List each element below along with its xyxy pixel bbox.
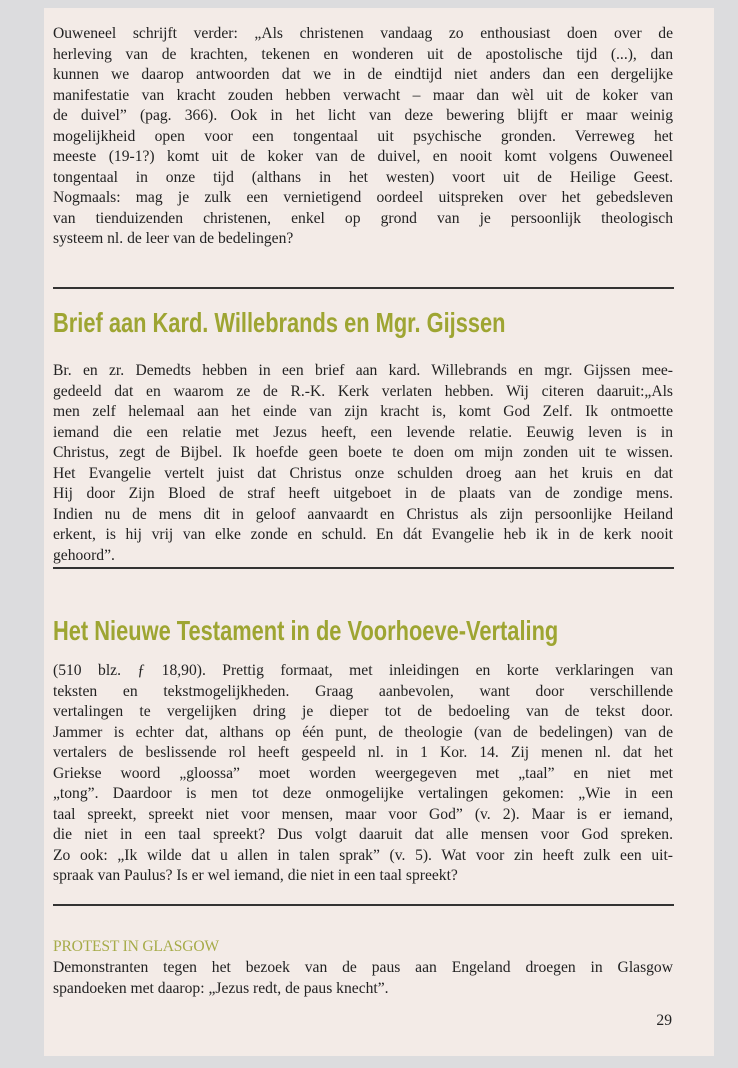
text-line: „tong”. Daardoor is men tot deze onmogelijke vertalingen gekomen: „Wie in een (53, 785, 673, 802)
heading-nieuwe-testament: Het Nieuwe Testament in de Voorhoeve-Vertaling (53, 615, 559, 646)
text-line: systeem nl. de leer van de bedelingen? (53, 230, 294, 247)
text-line: (510 blz. ƒ 18,90). Prettig formaat, met inleidingen en korte verklaringen van (53, 662, 673, 679)
text-line: Nogmaals: mag je zulk een vernietigend oordeel uitspreken over het gebedsleven (53, 189, 673, 206)
text-line: Hij door Zijn Bloed de straf heeft uitgeboet in de plaats van de zondige mens. (53, 485, 673, 502)
page-number: 29 (656, 1012, 672, 1029)
text-line: Ouweneel schrijft verder: „Als christenen vandaag zo enthousiast doen over de (53, 25, 673, 42)
text-line: spraak van Paulus? Is er wel iemand, die niet in een taal spreekt? (53, 867, 458, 884)
text-line: gedeeld dat en waarom ze de R.-K. Kerk verlaten hebben. Wij citeren daaruit:„Als (53, 382, 673, 400)
text-line: Demonstranten tegen het bezoek van de paus aan Engeland droegen in Glasgow (53, 959, 673, 976)
divider (53, 287, 674, 289)
text-line: van tienduizenden christenen, enkel op grond van je persoonlijk theologisch (53, 209, 673, 227)
text-line: taal spreekt, spreekt niet voor mensen, maar voor God” (v. 2). Maar is er iemand, (53, 805, 673, 823)
text-line: manifestatie van kracht zouden hebben verwacht – maar dan wèl uit de koker van (53, 86, 673, 104)
text-line: herleving van de krachten, tekenen en wonderen uit de apostolische tijd (...), dan (53, 45, 673, 63)
heading-brief: Brief aan Kard. Willebrands en Mgr. Gijssen (53, 307, 506, 338)
text-line: tongentaal in onze tijd (althans in het westen) voort uit de Heilige Geest. (53, 168, 673, 186)
text-line: Christus, zegt de Bijbel. Ik hoefde geen boete te doen om mijn zonden uit te wissen. (53, 444, 673, 461)
text-line: vertalers de beslissende rol heeft gespeeld nl. in 1 Kor. 14. Zij menen nl. dat het (53, 744, 673, 761)
heading-protest-glasgow: PROTEST IN GLASGOW (53, 938, 219, 955)
text-line: die niet in een taal spreekt? Dus volgt daaruit dat alle mensen voor God spreken. (53, 826, 673, 843)
paragraph-glasgow (53, 958, 673, 999)
text-line: meeste (19-1?) komt uit de koker van de duivel, en nooit komt volgens Ouweneel (53, 148, 673, 165)
text-line: iemand die een relatie met Jezus heeft, een levende relatie. Eeuwig leven is in (53, 423, 673, 441)
text-line: erkent, is hij vrij van elke zonde en schuld. En dát Evangelie heb ik in de kerk nooit (53, 526, 673, 543)
text-line: de duivel” (pag. 366). Ook in het licht van deze bewering blijft er maar weinig (53, 107, 673, 124)
paragraph-nieuwe-testament (53, 661, 673, 887)
text-line: gehoord”. (53, 546, 115, 564)
text-line: Indien nu de mens dit in geloof aanvaardt en Christus als zijn persoonlijke Heiland (53, 505, 673, 523)
text-line: kunnen we daarop antwoorden dat we in de eindtijd niet anders dan een dergelijke (53, 66, 673, 83)
text-line: teksten en tekstmogelijkheden. Graag aanbevolen, want door verschillende (53, 682, 673, 700)
text-line: Griekse woord „gloossa” moet worden weergegeven met „taal” en niet met (53, 764, 673, 782)
paragraph-brief (53, 361, 673, 566)
divider (53, 567, 674, 569)
text-line: men zelf helemaal aan het einde van zijn kracht is, komt God Zelf. Ik ontmoette (53, 403, 673, 420)
text-line: Het Evangelie vertelt juist dat Christus onze schulden droeg aan het kruis en dat (53, 464, 673, 482)
paragraph-ouweneel (53, 24, 673, 250)
text-line: Jammer is echter dat, althans op één punt, de theologie (van de bedelingen) van de (53, 723, 673, 741)
text-line: spandoeken met daarop: „Jezus redt, de paus knecht”. (53, 979, 389, 997)
text-line: mogelijkheid open voor een tongentaal uit psychische gronden. Verreweg het (53, 127, 673, 145)
text-line: Br. en zr. Demedts hebben in een brief aan kard. Willebrands en mgr. Gijssen mee- (53, 362, 673, 379)
divider (53, 904, 674, 906)
text-line: Zo ook: „Ik wilde dat u allen in talen sprak” (v. 5). Wat voor zin heeft zulk een uit- (53, 846, 673, 864)
text-line: vertalingen te vergelijken dring je dieper tot de bedoeling van de tekst door. (53, 703, 673, 720)
